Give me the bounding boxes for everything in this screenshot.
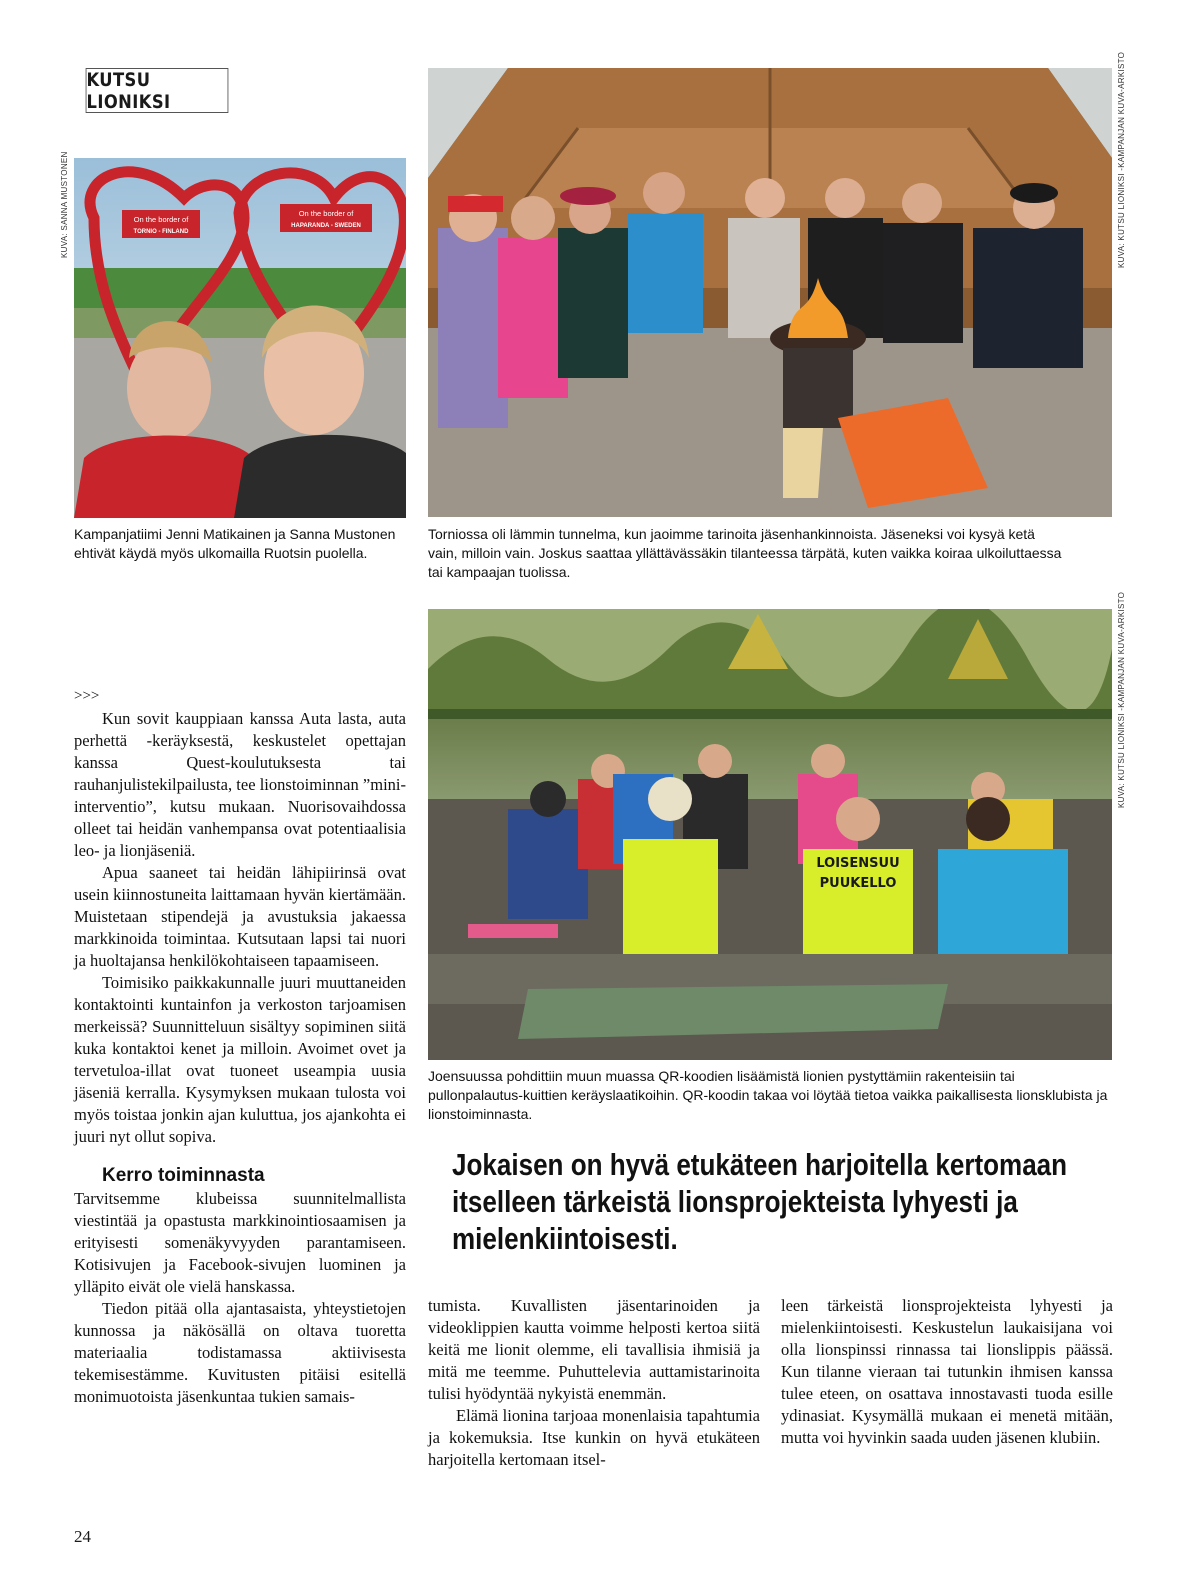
col1-after-heading-paragraph-2: Tiedon pitää olla ajantasaista, yhteystietojen kunnossa ja näkösällä on oltava tuoretta materiaalia todistamassa aktiivisesta tekemisestämme. Kuvitusten pitäisi esitellä monimuotoista jäsenkuntaa tukien samais- [74,1299,406,1406]
photo-credit-tornio: KUVA: KUTSU LIONIKSI -KAMPANJAN KUVA-ARKISTO [1117,51,1126,268]
sign-right-line2: HAPARANDA - SWEDEN [291,223,361,229]
article-column-3 [781,1295,1113,1449]
caption-selfie: Kampanjatiimi Jenni Matikainen ja Sanna Mustonen ehtivät käydä myös ulkomailla Ruotsin puolella. [74,526,396,561]
col1-paragraph-2: Apua saaneet tai heidän lähipiirinsä ovat usein kiinnostuneita laittamaan hyvän kiertämään. Muistetaan stipendejä ja avustuksia jakaessa markkinoida toimintaa. Kutsutaan lapsi tai nuori ja huoltajansa henkilökohtaiseen tapaamiseen. [74,863,406,970]
photo-credit-selfie: KUVA: SANNA MUSTONEN [60,151,69,258]
section-label: KUTSU LIONIKSI [86,68,229,113]
col1-after-heading-paragraph-1: Tarvitsemme klubeissa suunnitelmallista viestintää ja opastusta markkinointiosaamisen ja erityisesti somenäkyvyyden parantamiseen. Kotisivujen ja Facebook-sivujen luominen ja ylläpito eivät ole vielä hanskassa. [74,1189,406,1296]
caption-tornio: Torniossa oli lämmin tunnelma, kun jaoimme tarinoita jäsenhankinnoista. Jäseneksi voi kysyä ketä vain, milloin vain. Joskus saattaa yllättävässäkin tilanteessa tärpätä, kuten vaikka koiraa ulkoiluttaessa tai kampaajan tuolissa. [428,526,1062,580]
col3-paragraph-1: leen tärkeistä lionsprojekteista lyhyesti ja mielenkiintoisesti. Keskustelun laukaisijana voi olla lionspinssi rinnassa tai lionslippis päässä. Kun tilanne vieraan tai tutunkin ihmisen kanssa tulee eteen, on osattava innostavasti tuoda esille ydinasiat. Kysymällä mukaan ei menetä mitään, mutta voi hyvinkin saada uuden jäsenen klubiin. [781,1296,1113,1447]
article-column-2 [428,1295,760,1471]
article-column-1 [74,685,406,1408]
sign-left-line1: On the border of [133,215,189,224]
col2-paragraph-2: Elämä lionina tarjoaa monenlaisia tapahtumia ja kokemuksia. Itse kunkin on hyvä etukäteen harjoitella kertomaan itsel- [428,1406,760,1469]
vest-text-line1: LOISENSUU [816,856,900,871]
vest-text-line2: PUUKELLO [819,876,897,891]
pull-quote: Jokaisen on hyvä etukäteen harjoitella kertomaan itselleen tärkeistä lionsprojekteista lyhyesti ja mielenkiintoisesti. [452,1147,1068,1256]
col1-paragraph-1: Kun sovit kauppiaan kanssa Auta lasta, auta perhettä -keräyksestä, keskustelet opettajan kanssa Quest-koulutuksesta tai rauhanjulistekilpailusta, tee lionstoiminnan ”mini-interventio”, kutsu mukaan. Nuorisovaihdossa olleet tai heidän vanhempansa ovat potentiaalisia leo- ja lionjäseniä. [74,709,406,860]
subheading-kerro-toiminnasta: Kerro toiminnasta [102,1165,265,1186]
col2-paragraph-1: tumista. Kuvallisten jäsentarinoiden ja videoklippien kautta voimme helposti kertoa siitä keitä me lionit olemme, eli tavallisia ihmisiä ja mitä me teemme. Puhuttelevia auttamistarinoita tulisi hyödyntää nykyistä enemmän. [428,1296,760,1403]
col1-paragraph-3: Toimisiko paikkakunnalle juuri muuttaneiden kontaktointi kuntainfon ja verkoston tarjoamisen merkeissä? Suunnitteluun sisältyy sopiminen siitä kuka kontaktoi kenet ja milloin. Avoimet ovet ja tervetuloa-illat ovat tuoneet useampia uusia jäseniä kerralla. Kysymyksen mukaan tulosta voi myös toistaa jonkin ajan kuluttua, jos ajankohta ei juuri nyt ollut sopiva. [74,973,406,1146]
continuation-marker: >>> [74,688,100,704]
caption-joensuu: Joensuussa pohdittiin muun muassa QR-koodien lisäämistä lionien pystyttämiin rakenteisiin tai pullonpalautus-kuittien keräyslaatikoihin. QR-koodin takaa voi löytää tietoa vaikka paikallisesta lionsklubista ja lionstoiminnasta. [428,1068,1108,1122]
sign-right-line1: On the border of [298,209,354,218]
photo-credit-joensuu: KUVA: KUTSU LIONIKSI -KAMPANJAN KUVA-ARKISTO [1117,591,1126,808]
joensuu-photo [428,609,1112,1060]
sign-left-line2: TORNIO - FINLAND [133,229,189,235]
page-number: 24 [74,1527,91,1546]
tornio-photo [428,68,1112,517]
selfie-photo [74,158,406,518]
